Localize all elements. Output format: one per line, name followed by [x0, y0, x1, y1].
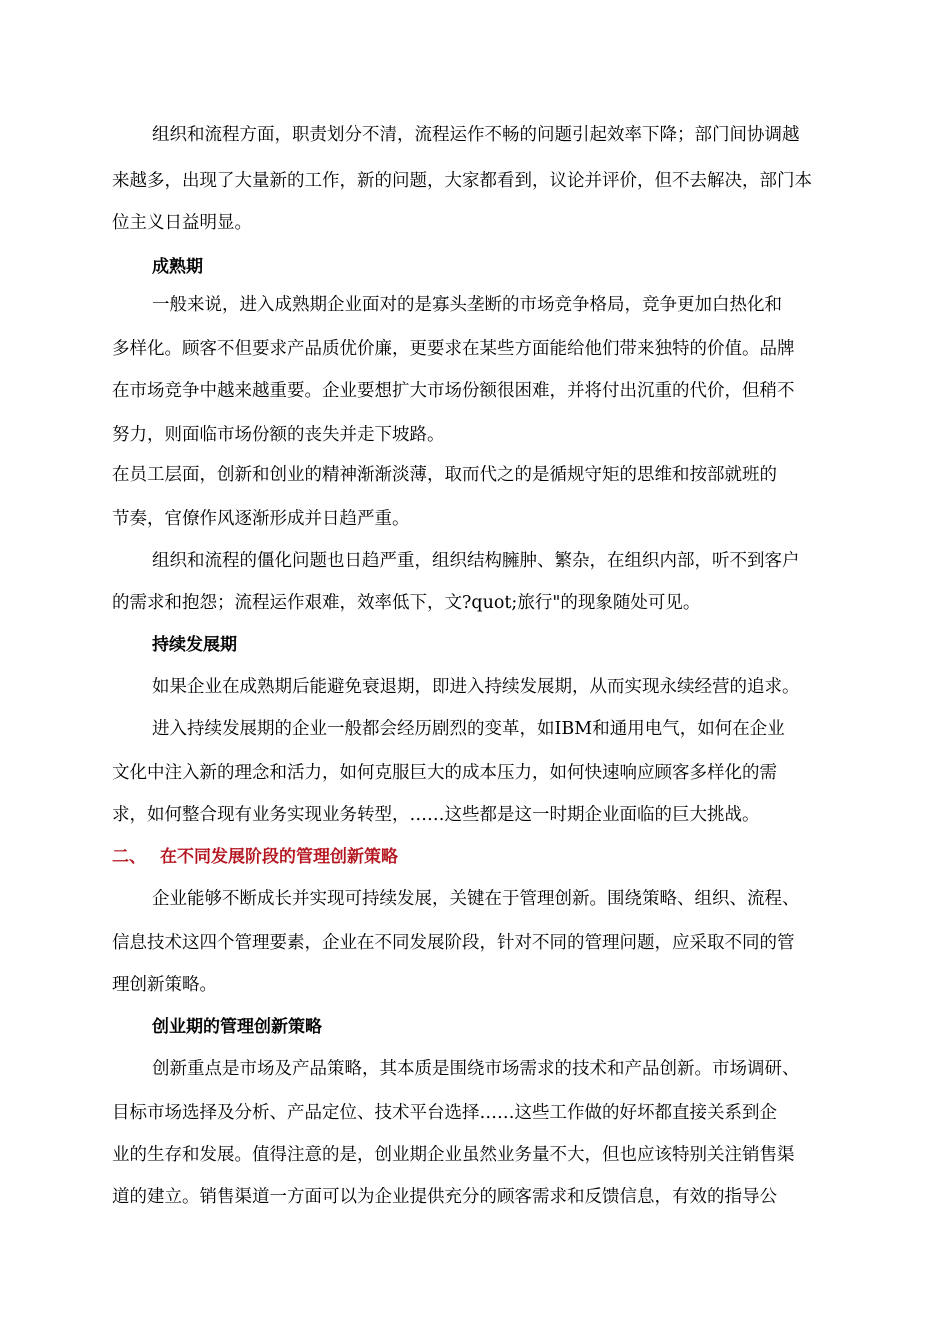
paragraph-line: 进入持续发展期的企业一般都会经历剧烈的变革，如IBM和通用电气，如何在企业: [152, 719, 785, 739]
section-heading: [112, 846, 398, 868]
subheading-sustain-stage: 持续发展期: [152, 635, 237, 655]
paragraph-line: 信息技术这四个管理要素，企业在不同发展阶段，针对不同的管理问题，应采取不同的管: [112, 933, 795, 953]
paragraph-line: 文化中注入新的理念和活力，如何克服巨大的成本压力，如何快速响应顾客多样化的需: [112, 763, 777, 783]
section-title: 在不同发展阶段的管理创新策略: [160, 847, 398, 867]
paragraph-line: 一般来说，进入成熟期企业面对的是寡头垄断的市场竞争格局，竞争更加白热化和: [152, 295, 782, 315]
paragraph-line: 道的建立。销售渠道一方面可以为企业提供充分的顾客需求和反馈信息，有效的指导公: [112, 1187, 777, 1207]
paragraph-line: 节奏，官僚作风逐渐形成并日趋严重。: [112, 509, 410, 529]
section-number: 二、: [112, 847, 146, 867]
paragraph-line: 创新重点是市场及产品策略，其本质是围绕市场需求的技术和产品创新。市场调研、: [152, 1059, 800, 1079]
subheading-mature-stage: 成熟期: [152, 257, 203, 277]
paragraph-line: 在市场竞争中越来越重要。企业要想扩大市场份额很困难，并将付出沉重的代价，但稍不: [112, 381, 795, 401]
paragraph-line: 理创新策略。: [112, 975, 217, 995]
paragraph-line: 如果企业在成熟期后能避免衰退期，即进入持续发展期，从而实现永续经营的追求。: [152, 677, 800, 697]
paragraph-line: 努力，则面临市场份额的丧失并走下坡路。: [112, 425, 445, 445]
paragraph-line: 目标市场选择及分析、产品定位、技术平台选择……这些工作做的好坏都直接关系到企: [112, 1103, 777, 1123]
paragraph-line: 求，如何整合现有业务实现业务转型，……这些都是这一时期企业面临的巨大挑战。: [112, 805, 760, 825]
paragraph-line: 在员工层面，创新和创业的精神渐渐淡薄，取而代之的是循规守矩的思维和按部就班的: [112, 465, 777, 485]
paragraph-line: 来越多，出现了大量新的工作，新的问题，大家都看到，议论并评价，但不去解决，部门本: [112, 171, 812, 191]
paragraph-line: 业的生存和发展。值得注意的是，创业期企业虽然业务量不大，但也应该特别关注销售渠: [112, 1145, 795, 1165]
paragraph-line: 多样化。顾客不但要求产品质优价廉，更要求在某些方面能给他们带来独特的价值。品牌: [112, 339, 795, 359]
paragraph-line: 位主义日益明显。: [112, 213, 252, 233]
subheading-startup-strategy: 创业期的管理创新策略: [152, 1017, 322, 1037]
paragraph-line: 的需求和抱怨；流程运作艰难，效率低下，文?quot;旅行"的现象随处可见。: [112, 593, 701, 613]
paragraph-line: 组织和流程方面，职责划分不清，流程运作不畅的问题引起效率下降；部门间协调越: [152, 125, 800, 145]
paragraph-line: 组织和流程的僵化问题也日趋严重，组织结构臃肿、繁杂，在组织内部，听不到客户: [152, 551, 800, 571]
paragraph-line: 企业能够不断成长并实现可持续发展，关键在于管理创新。围绕策略、组织、流程、: [152, 889, 800, 909]
